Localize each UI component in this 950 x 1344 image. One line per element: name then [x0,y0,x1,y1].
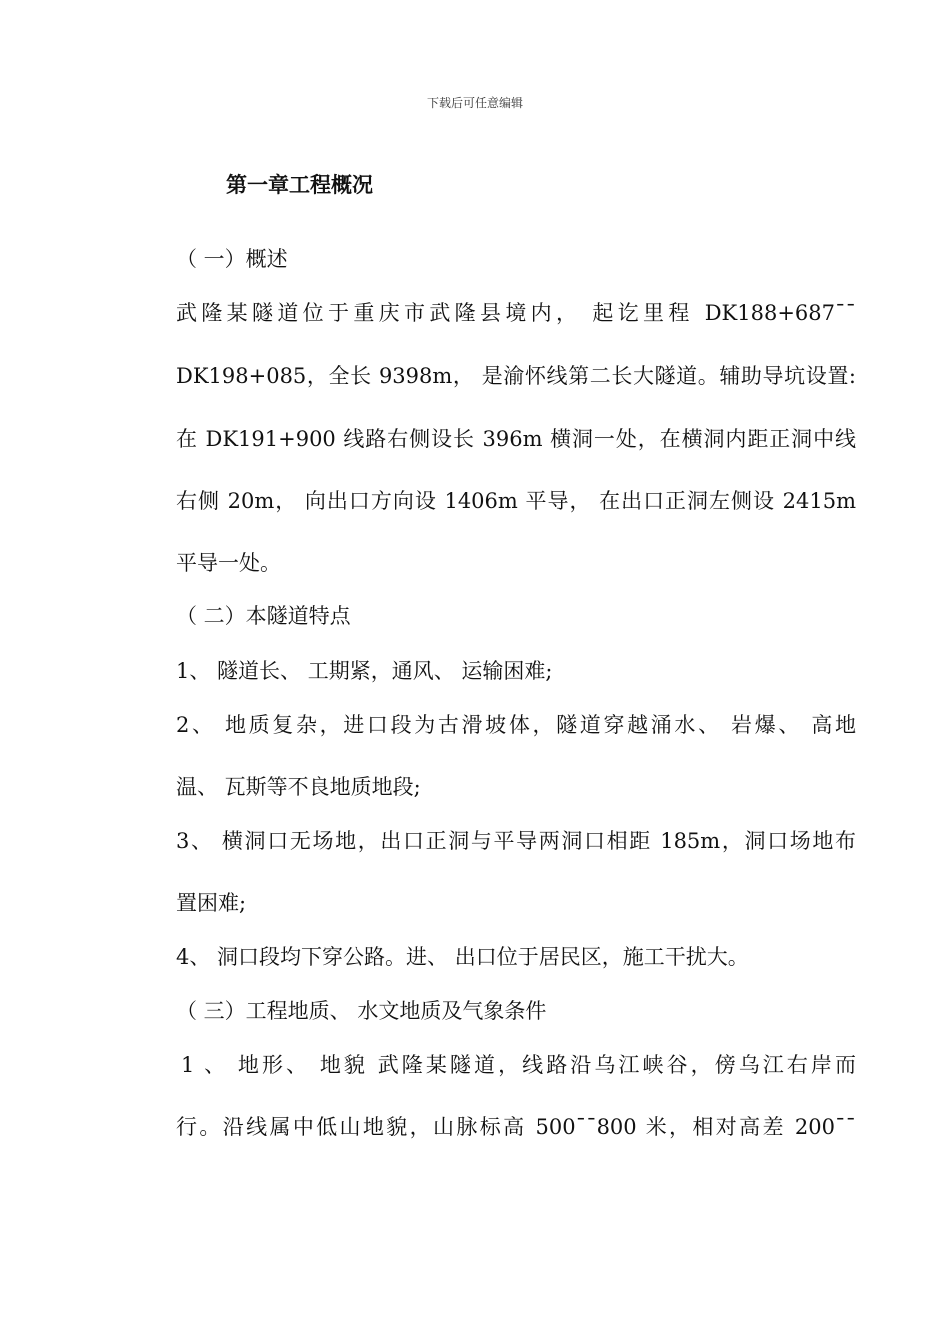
chapter-title: 第一章工程概况 [226,173,373,197]
list-item: 1、 隧道长、 工期紧，通风、 运输困难; [176,659,553,683]
paragraph-line: 在 DK191+900 线路右侧设长 396m 横洞一处，在横洞内距正洞中线 [176,427,856,451]
list-item: 4、 洞口段均下穿公路。进、 出口位于居民区，施工干扰大。 [176,945,749,969]
list-item: 3、 横洞口无场地，出口正洞与平导两洞口相距 185m，洞口场地布 [176,829,856,853]
paragraph-line: 1 、 地形、 地貌 武隆某隧道，线路沿乌江峡谷，傍乌江右岸而 [181,1053,856,1077]
paragraph-line: 行。沿线属中低山地貌，山脉标高 500¯¯800 米，相对高差 200¯¯ [176,1115,856,1139]
paragraph-line: 平导一处。 [176,551,281,575]
section-heading-overview: （ 一）概述 [176,247,288,271]
section-heading-features: （ 二）本隧道特点 [176,604,351,628]
section-heading-geology: （ 三）工程地质、 水文地质及气象条件 [176,999,547,1023]
list-item: 2、 地质复杂，进口段为古滑坡体，隧道穿越涌水、 岩爆、 高地 [176,713,856,737]
paragraph-line: 武隆某隧道位于重庆市武隆县境内， 起讫里程 DK188+687¯¯ [176,301,856,325]
list-item-continuation: 温、 瓦斯等不良地质地段; [176,775,421,799]
list-item-continuation: 置困难; [176,891,247,915]
paragraph-line: 右侧 20m， 向出口方向设 1406m 平导， 在出口正洞左侧设 2415m [176,489,856,513]
paragraph-line: DK198+085，全长 9398m， 是渝怀线第二长大隧道。辅助导坑设置: [176,364,856,388]
header-note: 下载后可任意编辑 [426,96,523,110]
